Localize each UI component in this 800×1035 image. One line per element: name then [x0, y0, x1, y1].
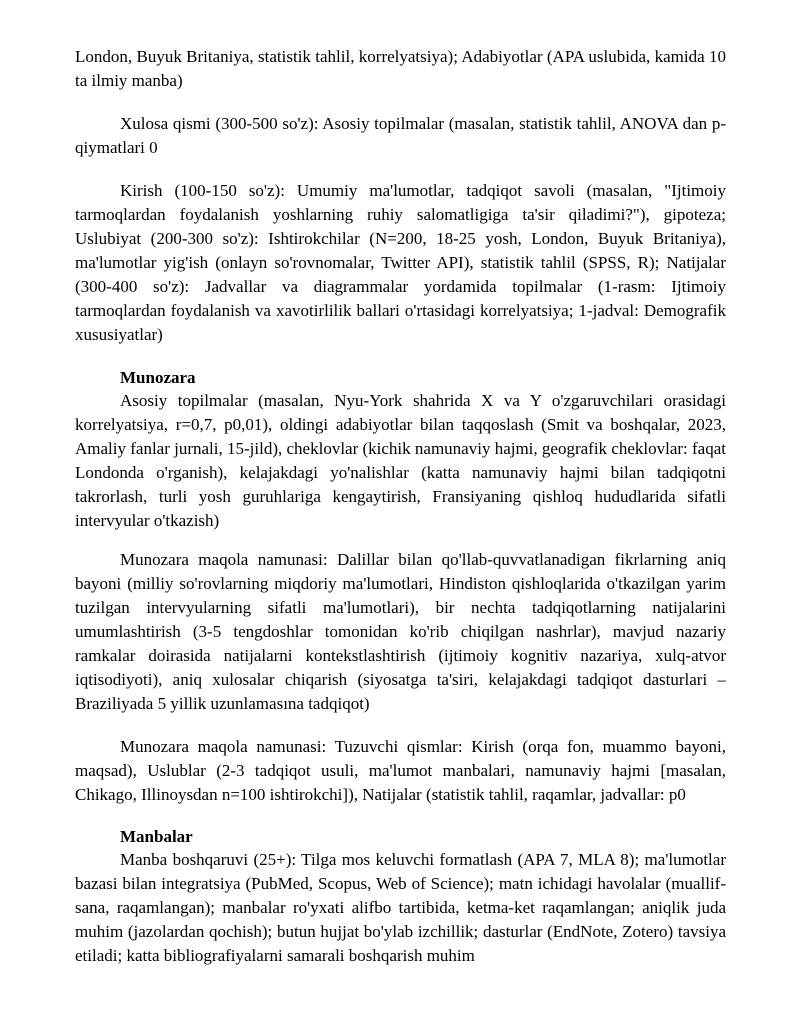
- section-heading-munozara: Munozara: [120, 368, 196, 387]
- paragraph-conclusion: Xulosa qismi (300-500 so'z): Asosiy topilmalar (masalan, statistik tahlil, ANOVA dan p-qiymatlari 0: [75, 114, 726, 157]
- section-heading-manbalar: Manbalar: [120, 827, 193, 846]
- paragraph-discussion-components: Munozara maqola namunasi: Tuzuvchi qismlar: Kirish (orqa fon, muammo bayoni, maqsad), Uslublar (2-3 tadqiqot usuli, ma'lumot manbalari, namunaviy hajmi [masalan, Chikago, Illinoysdan n=100 ishtirokchi]), Natijalar (statistik tahlil, raqamlar, jadvallar: p0: [75, 737, 726, 804]
- paragraph-discussion-sample: Munozara maqola namunasi: Dalillar bilan qo'llab-quvvatlanadigan fikrlarning aniq bayoni (milliy so'rovlarning miqdoriy ma'lumotlari, Hindiston qishloqlarida o'tkazilgan yarim tuzilgan intervyularning sifatli ma'lumotlari), bir nechta tadqiqotlarning natijalarini umumlashtirish (3-5 tengdoshlar tomonidan ko'rib chiqilgan nashrlar), mavjud nazariy ramkalar doirasida natijalarni kontekstlashtirish (ijtimoiy kognitiv nazariya, xulq-atvor iqtisodiyoti), aniq xulosalar chiqarish (siyosatga ta'siri, kelajakdagi tadqiqot dasturlari – Braziliyada 5 yillik uzunlamasına tadqiqot): [75, 550, 726, 713]
- paragraph-discussion: Asosiy topilmalar (masalan, Nyu-York shahrida X va Y o'zgaruvchilari orasidagi korrelyatsiya, r=0,7, p0,01), oldingi adabiyotlar bilan taqqoslash (Smit va boshqalar, 2023, Amaliy fanlar jurnali, 15-jild), cheklovlar (kichik namunaviy hajmi, geografik cheklovlar: faqat Londonda o'rganish), kelajakdagi yo'nalishlar (katta namunaviy hajmi bilan tadqiqotni takrorlash, turli yosh guruhlariga kengaytirish, Fransiyaning qishloq hududlarida sifatli intervyular o'tkazish): [75, 391, 726, 530]
- paragraph-introduction-methods: Kirish (100-150 so'z): Umumiy ma'lumotlar, tadqiqot savoli (masalan, "Ijtimoiy tarmoqlardan foydalanish yoshlarning ruhiy salomatligiga ta'sir qiladimi?"), gipoteza; Uslubiyat (200-300 so'z): Ishtirokchilar (N=200, 18-25 yosh, London, Buyuk Britaniya), ma'lumotlar yig'ish (onlayn so'rovnomalar, Twitter API), statistik tahlil (SPSS, R); Natijalar (300-400 so'z): Jadvallar va diagrammalar yordamida topilmalar (1-rasm: Ijtimoiy tarmoqlardan foydalanish va xavotirlilik ballari o'rtasidagi korrelyatsiya; 1-jadval: Demografik xususiyatlar): [75, 181, 726, 344]
- paragraph-references-tail: London, Buyuk Britaniya, statistik tahlil, korrelyatsiya); Adabiyotlar (APA uslubida, kamida 10 ta ilmiy manba): [75, 47, 726, 90]
- paragraph-sources: Manba boshqaruvi (25+): Tilga mos keluvchi formatlash (APA 7, MLA 8); ma'lumotlar bazasi bilan integratsiya (PubMed, Scopus, Web of Science); matn ichidagi havolalar (muallif-sana, raqamlangan); manbalar ro'yxati alifbo tartibida, ketma-ket raqamlangan; aniqlik juda muhim (jazolardan qochish); butun hujjat bo'ylab izchillik; dasturlar (EndNote, Zotero) tavsiya etiladi; katta bibliografiyalarni samarali boshqarish muhim: [75, 850, 726, 965]
